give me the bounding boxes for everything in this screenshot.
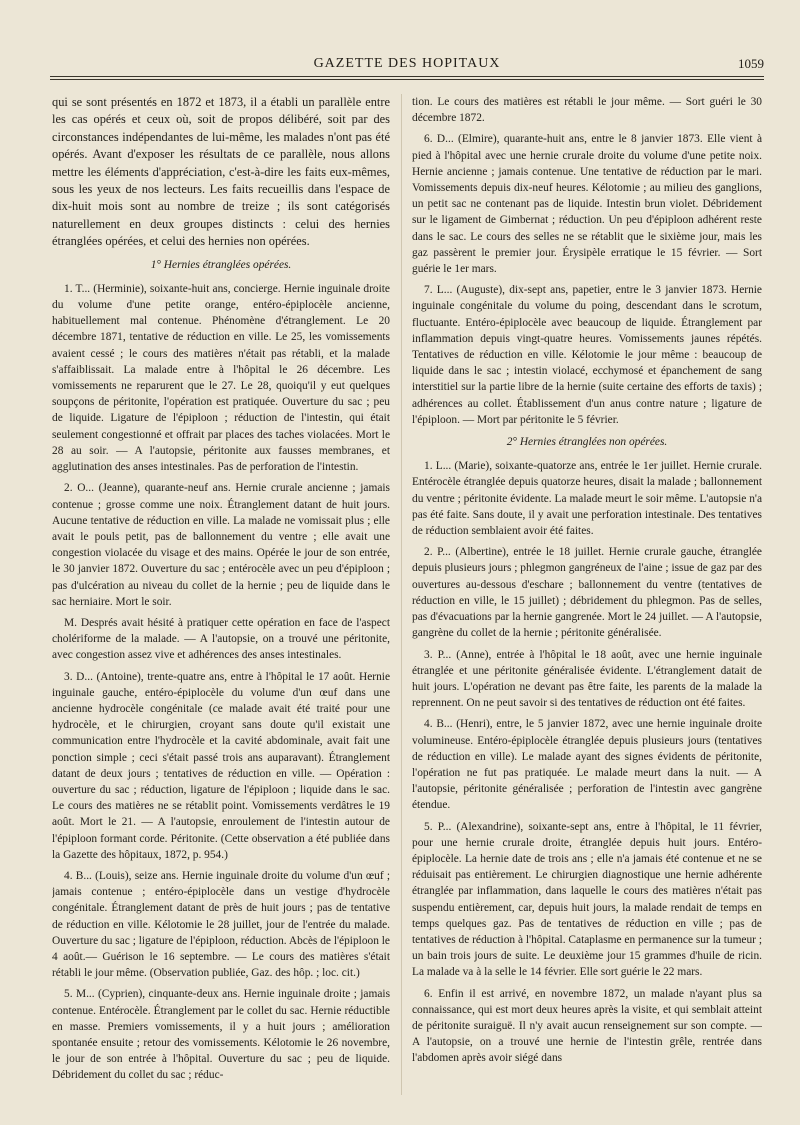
case-paragraph: 4. B... (Louis), seize ans. Hernie inguinale droite du volume d'un œuf ; jamais contenue ; entéro-épiplocèle dans un vestige d'hydrocèle congénitale. Étranglement datant de près de huit jours ; pas de tentative de réduction en ville. Kélotomie le 28 juillet, jour de l'entrée du malade. Ouverture du sac ; ligature de l'épiploon, réduction. Abcès de l'épiploon le 4 août.— Guérison le 16 septembre. — Le cours des matières s'était rétabli le jour même. (Observation publiée, Gaz. des hôp. ; loc. cit.) [52,869,390,980]
page-number: 1059 [738,56,764,71]
section-heading-not-operated: 2° Hernies étranglées non opérées. [506,436,668,449]
case-paragraph: 4. B... (Henri), entre, le 5 janvier 1872, avec une hernie inguinale droite volumineuse. Entéro-épiplocèle étranglée depuis plusieurs jours (tentatives de réduction en ville). Le malade ayant des signes évidents de péritonite, l'opération ne fut pas pratiquée. Le malade meurt dans la nuit. — A l'autopsie, péritonite généralisée ; perforation de l'intestin avec gangrène étendue. [412,718,762,812]
intro-paragraph: qui se sont présentés en 1872 et 1873, il a établi un parallèle entre les cas opérés et ceux où, soit de propos délibéré, soit par des circonstances indépendantes de lui-même, les malades n'ont pas été opérés. Avant d'exposer les résultats de ce parallèle, nous allons mettre les éléments d'appréciation, c'est-à-dire les faits eux-mêmes, sous les yeux de nos lecteurs. Les faits recueillis dans l'espace de dix-huit mois sont au nombre de treize ; ils sont catégorisés naturellement en deux groupes distincts : celui des hernies étranglées opérées, et celui des hernies non opérées. [52,95,390,249]
journal-title: GAZETTE DES HOPITAUX [313,56,501,71]
left-column [52,94,390,1095]
case-paragraph: 6. D... (Elmire), quarante-huit ans, entre le 8 janvier 1873. Elle vient à pied à l'hôpital avec une hernie crurale droite du volume d'une petite noix. Hernie ancienne ; jamais contenue. Une tentative de réduction par le mari. Vomissements depuis dix-neuf heures. Kélotomie ; au milieu des ganglions, un petit sac ne contenant pas de liquide. Intestin brun violet. Débridement sur le ligament de Gimbernat ; réduction. Un peu d'épiploon adhérent reste dans le sac. Le cours des selles ne se rétablit que le sixième jour, mais les gaz passèrent le premier jour. Érysipèle erratique le 15 février. — Sort guérie le 1er mars. [412,133,762,276]
column-divider [401,94,402,1095]
right-column [412,94,762,1095]
case-paragraph: 6. Enfin il est arrivé, en novembre 1872, un malade n'ayant plus sa connaissance, qui est mort deux heures après la visite, et qui semblait atteint de péritonite suraiguë. Il n'y avait aucun renseignement sur son compte. — A l'autopsie, on a trouvé une hernie de l'intestin grêle, rentrée dans l'abdomen après avoir siégé dans [412,987,762,1065]
case-paragraph: M. Després avait hésité à pratiquer cette opération en face de l'aspect cholériforme de la malade. — A l'autopsie, on a trouvé une péritonite, avec congestion assez vive et adhérences des anses intestinales. [52,616,390,662]
case-paragraph: 3. D... (Antoine), trente-quatre ans, entre à l'hôpital le 17 août. Hernie inguinale gauche, entéro-épiplocèle du volume d'un œuf dans une ancienne hydrocèle congénitale (ce malade avait été traité pour une hydrocèle, et le chirurgien, croyant sans doute qu'il existait une communication entre l'hydrocèle et la cavité abdominale, avait fait une ponction simple ; ceci s'était passé trois ans auparavant). Étranglement datant de deux jours ; tentatives de réduction en ville. — Opération : ouverture du sac ; réduction, ligature de l'épiploon ; liquide dans le sac. Le cours des matières ne se rétablit point. Vomissements verdâtres le 19 août. Mort le 21. — A l'autopsie, enroulement de l'intestin autour de l'épiploon formant corde. Péritonite. (Cette observation a été publiée dans la Gazette des hôpitaux, 1872, p. 954.) [52,670,390,861]
section-heading-operated: 1° Hernies étranglées opérées. [150,258,292,271]
case-paragraph: 5. P... (Alexandrine), soixante-sept ans, entre à l'hôpital, le 11 février, pour une hernie crurale droite, étranglée depuis huit jours. Entéro-épiplocèle. La hernie date de trois ans ; elle n'a jamais été contenue et ne se réduisait pas entièrement. Le chirurgien diagnostique une hernie adhérente étranglée par inflammation, dans laquelle le cours des matières n'était pas suspendu entièrement, car, depuis huit jours, la malade rendait de temps en temps quelques gaz. Pas de tentatives de réduction en ville ; pas de tentatives de réduction à l'hôpital. Cataplasme en permanence sur la tumeur ; un bain trois jours de suite. Le deuxième jour 15 grammes d'huile de ricin. La malade va à la selle le 14 février. Elle sort guérie le 22 mars. [412,820,762,979]
continued-paragraph: tion. Le cours des matières est rétabli le jour même. — Sort guéri le 30 décembre 1872. [412,96,762,125]
case-paragraph: 7. L... (Auguste), dix-sept ans, papetier, entre le 3 janvier 1873. Hernie inguinale congénitale du volume du poing, descendant dans le scrotum, fluctuante. Entéro-épiplocèle avec beaucoup de liquide. Étranglement par inflammation depuis vingt-quatre heures. Vomissements jaunes répétés. Tentatives de réduction en ville. Kélotomie le jour même : beaucoup de liquide dans le sac ; intestin violacé, ecchymosé et épanchement de sang interstitiel sur la partie libre de la hernie (suite certaine des efforts de taxis) ; adhérences au collet. Établissement d'un anus contre nature ; ligature de l'épiploon. — Mort par péritonite le 5 février. [412,284,762,426]
case-paragraph: 5. M... (Cyprien), cinquante-deux ans. Hernie inguinale droite ; jamais contenue. Entérocèle. Étranglement par le collet du sac. Hernie réductible en masse. Premiers vomissements, il y a huit jours ; amélioration spontanée ensuite ; retour des vomissements. Kélotomie le 26 novembre, le jour de son entrée à l'hôpital. Ouverture du sac ; peu de liquide. Débridement du collet du sac ; réduc- [52,988,390,1082]
case-paragraph: 2. O... (Jeanne), quarante-neuf ans. Hernie crurale ancienne ; jamais contenue ; grosse comme une noix. Étranglement datant de huit jours. Aucune tentative de réduction en ville. La malade ne vomissait plus ; elle avait le pouls petit, pas de ballonnement du ventre ; elle avait une congestion violacée du visage et des mains. Opérée le jour de son entrée, le 30 janvier 1872. Ouverture du sac ; entérocèle avec un peu d'épiploon ; pas d'ulcération au niveau du collet de la hernie ; peu de liquide dans le sac herniaire. Mort le soir. [52,482,390,608]
case-paragraph: 1. T... (Herminie), soixante-huit ans, concierge. Hernie inguinale droite du volume d'une petite orange, entéro-épiplocèle ancienne, habituellement mal contenue. Phénomène d'étranglement. Le 20 décembre 1871, tentative de réduction en ville. Le 25, les vomissements avaient cessé ; le cours des matières n'était pas rétabli, et la malade s'affaiblissait. La malade entre à l'hôpital le 26 décembre. Les vomissements ne reparurent que le 27. Le 28, quoiqu'il y eut quelques soupçons de péritonite, l'opération est pratiquée. Ouverture du sac ; peu de liquide. Ligature de l'épiploon ; réduction de l'intestin, qui était seulement congestionné et offrait par places des taches violacées. Mort le 28 au soir. — A l'autopsie, péritonite aux fausses membranes, et agglutination des anses intestinales. Pas de perforation de l'intestin. [52,282,390,474]
header-rule-top [50,76,764,77]
page-header [50,52,764,76]
case-paragraph: 3. P... (Anne), entrée à l'hôpital le 18 août, avec une hernie inguinale étranglée et une péritonite généralisée évidente. L'étranglement datait de huit jours. L'opération ne devant pas être faite, les parents de la malade la reprennent. On ne peut savoir si des tentatives de réduction ont été faites. [412,648,762,710]
header-rule-bottom [50,79,764,80]
case-paragraph: 2. P... (Albertine), entrée le 18 juillet. Hernie crurale gauche, étranglée depuis plusieurs jours ; phlegmon gangréneux de l'aine ; issue de gaz par des ouvertures au-dessous d'eschare ; ballonnement du ventre (tentatives de réduction en ville, le 15 juillet) ; débridement du phlegmon. Pas de selles, pas d'évacuations par la hernie gangrenée. Mort le 24 juillet. — A l'autopsie, gangrène du collet de la hernie ; péritonite généralisée. [412,546,762,640]
case-paragraph: 1. L... (Marie), soixante-quatorze ans, entrée le 1er juillet. Hernie crurale. Entérocèle étranglée depuis quatorze heures, disait la malade ; ballonnement du ventre ; péritonite évidente. La malade meurt le soir même. L'autopsie n'a pas été faite. Sans doute, il y avait une perforation intestinale. Des tentatives de réduction semblaient avoir été faites. [412,460,762,538]
